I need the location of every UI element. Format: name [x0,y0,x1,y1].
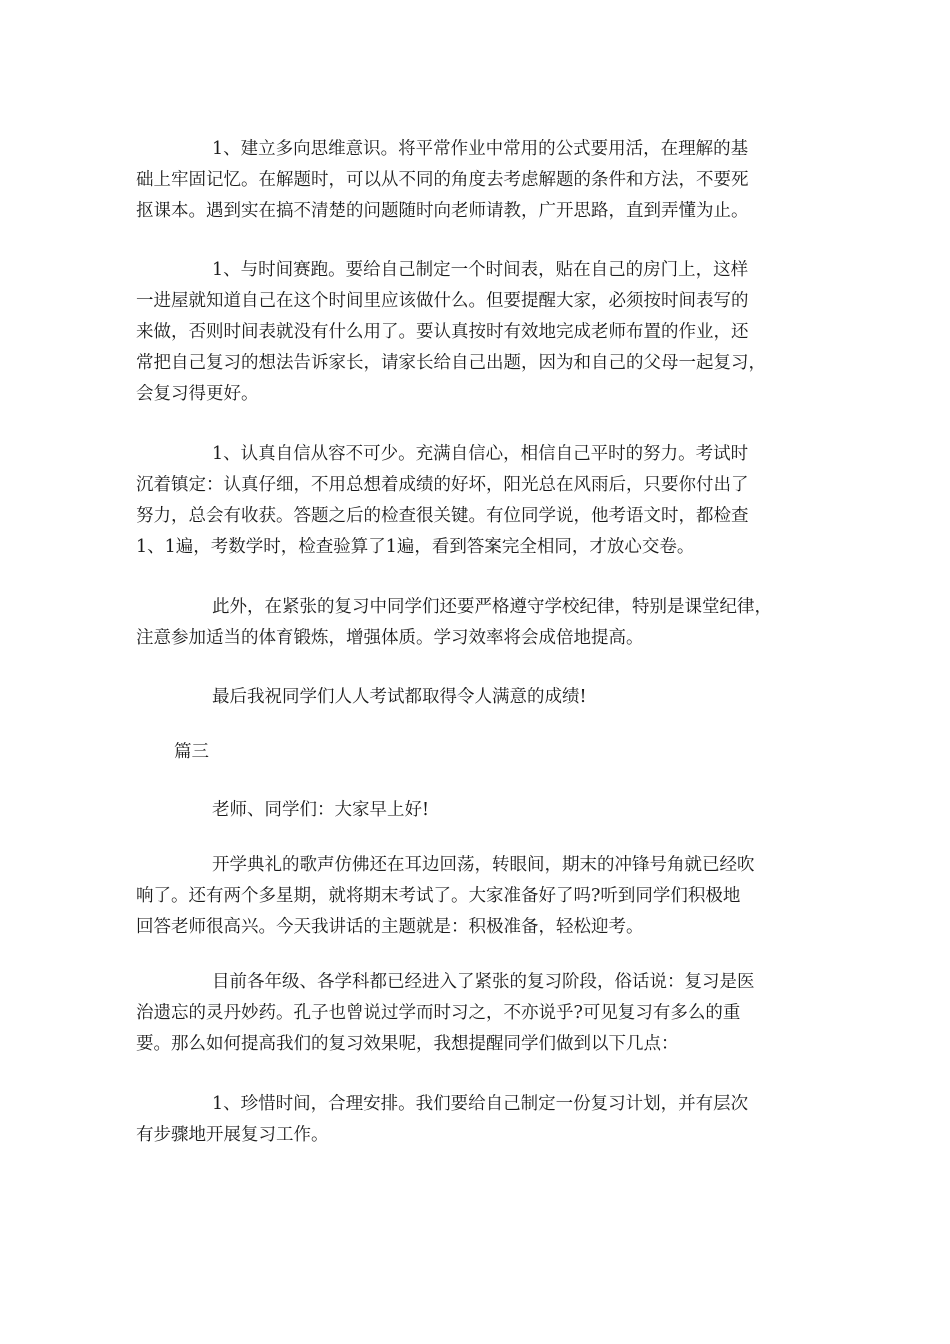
paragraph-5 [136,682,822,713]
paragraph-line: 治遗忘的灵丹妙药。孔子也曾说过学而时习之，不亦说乎?可见复习有多么的重 [136,1003,741,1023]
paragraph-line: 回答老师很高兴。今天我讲话的主题就是：积极准备，轻松迎考。 [136,917,644,937]
paragraph-7 [136,967,822,1060]
paragraph-line: 努力，总会有收获。答题之后的检查很关键。有位同学说，他考语文时，都检查 [136,506,749,526]
paragraph-line: 老师、同学们：大家早上好! [212,800,430,820]
paragraph-line: 抠课本。遇到实在搞不清楚的问题随时向老师请教，广开思路，直到弄懂为止。 [136,201,749,221]
paragraph-line: 一进屋就知道自己在这个时间里应该做什么。但要提醒大家，必须按时间表写的 [136,291,749,311]
paragraph-4 [136,592,822,654]
paragraph-line: 开学典礼的歌声仿佛还在耳边回荡，转眼间，期末的冲锋号角就已经吹 [212,855,755,875]
paragraph-line: 础上牢固记忆。在解题时，可以从不同的角度去考虑解题的条件和方法，不要死 [136,170,749,190]
paragraph-2 [136,255,822,410]
paragraph-1 [136,134,822,227]
paragraph-line: 1、珍惜时间，合理安排。我们要给自己制定一份复习计划，并有层次 [212,1094,749,1114]
paragraph-line: 会复习得更好。 [136,384,259,404]
paragraph-3 [136,439,822,563]
paragraph-line: 1、建立多向思维意识。将平常作业中常用的公式要用活，在理解的基 [212,139,749,159]
greeting-paragraph [136,795,822,826]
paragraph-line: 常把自己复习的想法告诉家长，请家长给自己出题，因为和自己的父母一起复习， [136,353,766,373]
paragraph-line: 沉着镇定：认真仔细，不用总想着成绩的好坏，阳光总在风雨后，只要你付出了 [136,475,749,495]
paragraph-line: 最后我祝同学们人人考试都取得令人满意的成绩! [212,687,587,707]
paragraph-line: 目前各年级、各学科都已经进入了紧张的复习阶段，俗话说：复习是医 [212,972,755,992]
paragraph-line: 1、与时间赛跑。要给自己制定一个时间表，贴在自己的房门上，这样 [212,260,749,280]
paragraph-line: 有步骤地开展复习工作。 [136,1125,329,1145]
paragraph-6 [136,850,822,943]
paragraph-line: 来做，否则时间表就没有什么用了。要认真按时有效地完成老师布置的作业，还 [136,322,749,342]
paragraph-8 [136,1089,822,1151]
section-heading: 篇三 [174,742,209,762]
paragraph-line: 1、1遍，考数学时，检查验算了1遍，看到答案完全相同，才放心交卷。 [136,537,695,557]
paragraph-line: 响了。还有两个多星期，就将期末考试了。大家准备好了吗?听到同学们积极地 [136,886,741,906]
paragraph-line: 要。那么如何提高我们的复习效果呢，我想提醒同学们做到以下几点： [136,1034,679,1054]
paragraph-line: 此外，在紧张的复习中同学们还要严格遵守学校纪律，特别是课堂纪律， [212,597,772,617]
paragraph-line: 1、认真自信从容不可少。充满自信心，相信自己平时的努力。考试时 [212,444,749,464]
paragraph-line: 注意参加适当的体育锻炼，增强体质。学习效率将会成倍地提高。 [136,628,644,648]
